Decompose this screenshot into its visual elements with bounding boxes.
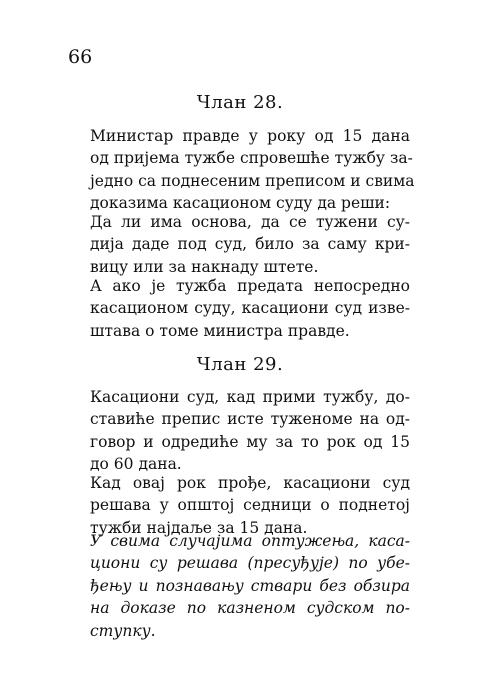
- text-line: штава о томе министра правде.: [90, 321, 350, 340]
- text-line: У свима случајима оптужења, каса-: [90, 532, 410, 550]
- article-28-paragraph-1: [90, 125, 415, 215]
- text-line: ставиће препис исте туженоме на од-: [90, 410, 410, 429]
- text-line: говор и одредиће му за то рок од 15: [90, 432, 410, 451]
- text-line: А ако је тужба предата непосредно: [90, 277, 410, 295]
- text-line: једно са поднесеним преписом и свима: [90, 171, 415, 190]
- page-number: 66: [68, 46, 93, 68]
- text-line: ступку.: [90, 621, 156, 640]
- text-line: доказима касационом суду да реши:: [90, 194, 391, 213]
- text-line: од пријема тужбе спровешће тужбу за-: [90, 149, 413, 168]
- text-line: ђењу и познавању ствари без обзира: [90, 576, 410, 595]
- text-line: на доказе по казненом судском по-: [90, 599, 410, 618]
- text-line: тужби најдаље за 15 дана.: [90, 518, 308, 537]
- text-line: касационом суду, касациони суд изве-: [90, 299, 410, 318]
- text-line: Касациони суд, кад прими тужбу, до-: [90, 388, 410, 406]
- article-28-paragraph-2: [90, 211, 410, 278]
- text-line: Кад овај рок прође, касациони суд: [90, 474, 410, 492]
- text-line: вицу или за накнаду штете.: [90, 257, 319, 276]
- text-line: до 60 дана.: [90, 455, 182, 474]
- text-line: Министар правде у року од 15 дана: [90, 127, 410, 145]
- article-29-heading: Члан 29.: [196, 354, 284, 375]
- text-line: циони су решава (пресуђује) по убе-: [90, 554, 410, 573]
- article-29-paragraph-3: [90, 530, 410, 642]
- text-line: Да ли има основа, да се тужени су-: [90, 213, 410, 231]
- text-line: дија даде под суд, било за саму кри-: [90, 235, 410, 254]
- article-29-paragraph-1: [90, 386, 410, 476]
- text-line: решава у општој седници о поднетој: [90, 496, 410, 515]
- article-28-heading: Члан 28.: [196, 92, 284, 113]
- article-28-paragraph-3: [90, 275, 410, 342]
